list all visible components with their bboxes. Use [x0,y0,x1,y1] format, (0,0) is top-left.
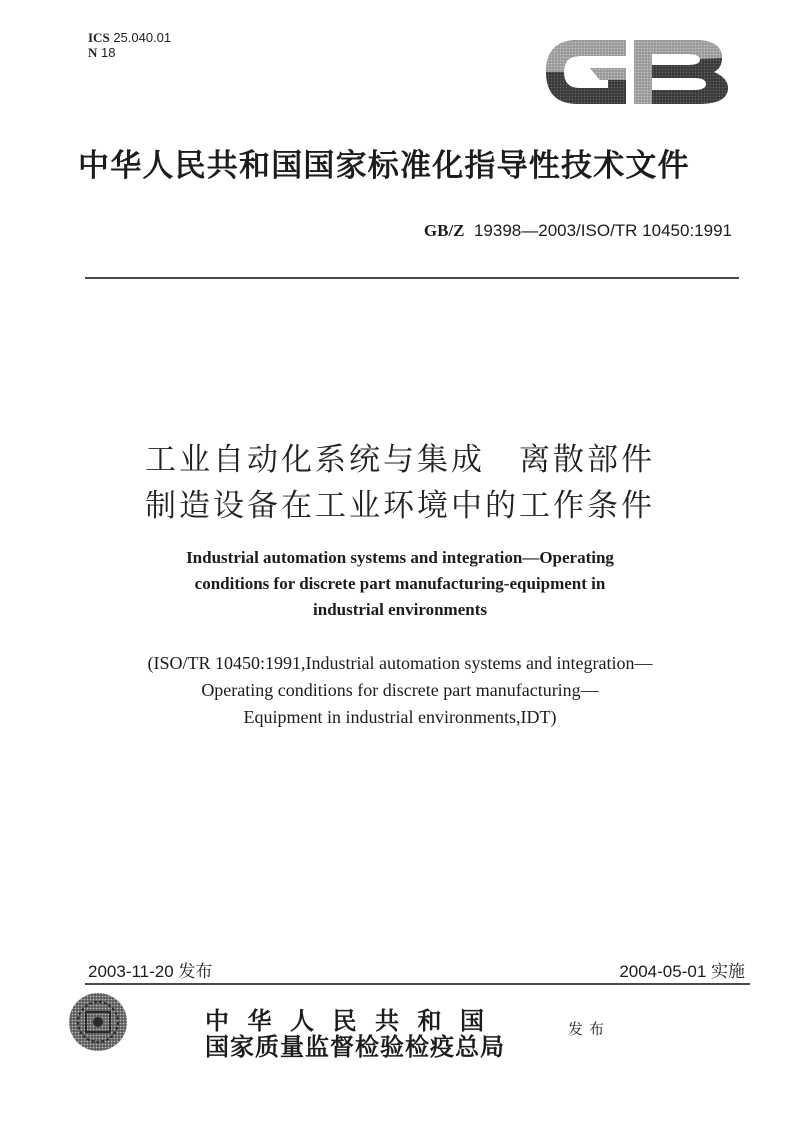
issuer-line1: 中华人民共和国 [205,1006,503,1035]
chinese-title-line1: 工业自动化系统与集成 离散部件 [145,442,655,478]
issuing-authority [205,1008,505,1060]
original-reference-line3: Equipment in industrial environments,IDT) [243,707,557,727]
english-title-line3: industrial environments [313,600,487,619]
gb-logo-icon [538,32,738,112]
english-title-line2: conditions for discrete part manufacturing-equipment in [194,574,606,593]
ics-code: ICS 25.040.01 [88,30,172,45]
english-title [0,545,800,623]
issue-date: 2003-11-20 发布 [88,962,213,981]
chinese-title-line2: 制造设备在工业环境中的工作条件 [145,488,655,524]
classification-codes [88,30,171,60]
standard-number: GB/Z 19398—2003/ISO/TR 10450:1991 [423,221,732,240]
original-reference-line2: Operating conditions for discrete part manufacturing— [201,680,599,700]
document-type-title: 中华人民共和国国家标准化指导性技术文件 [78,148,690,184]
english-title-line1: Industrial automation systems and integration—Operating [186,548,614,567]
original-standard-reference [0,650,800,731]
ccs-code: N 18 [88,45,116,60]
issuer-line2: 国家质量监督检验检疫总局 [205,1032,505,1061]
implementation-date: 2004-05-01 实施 [619,962,745,981]
original-reference-line1: (ISO/TR 10450:1991,Industrial automation systems and integration— [147,653,653,673]
bottom-divider [85,983,750,985]
top-divider [85,277,739,279]
official-seal-icon [68,992,128,1052]
publish-label: 发布 [568,1020,611,1038]
